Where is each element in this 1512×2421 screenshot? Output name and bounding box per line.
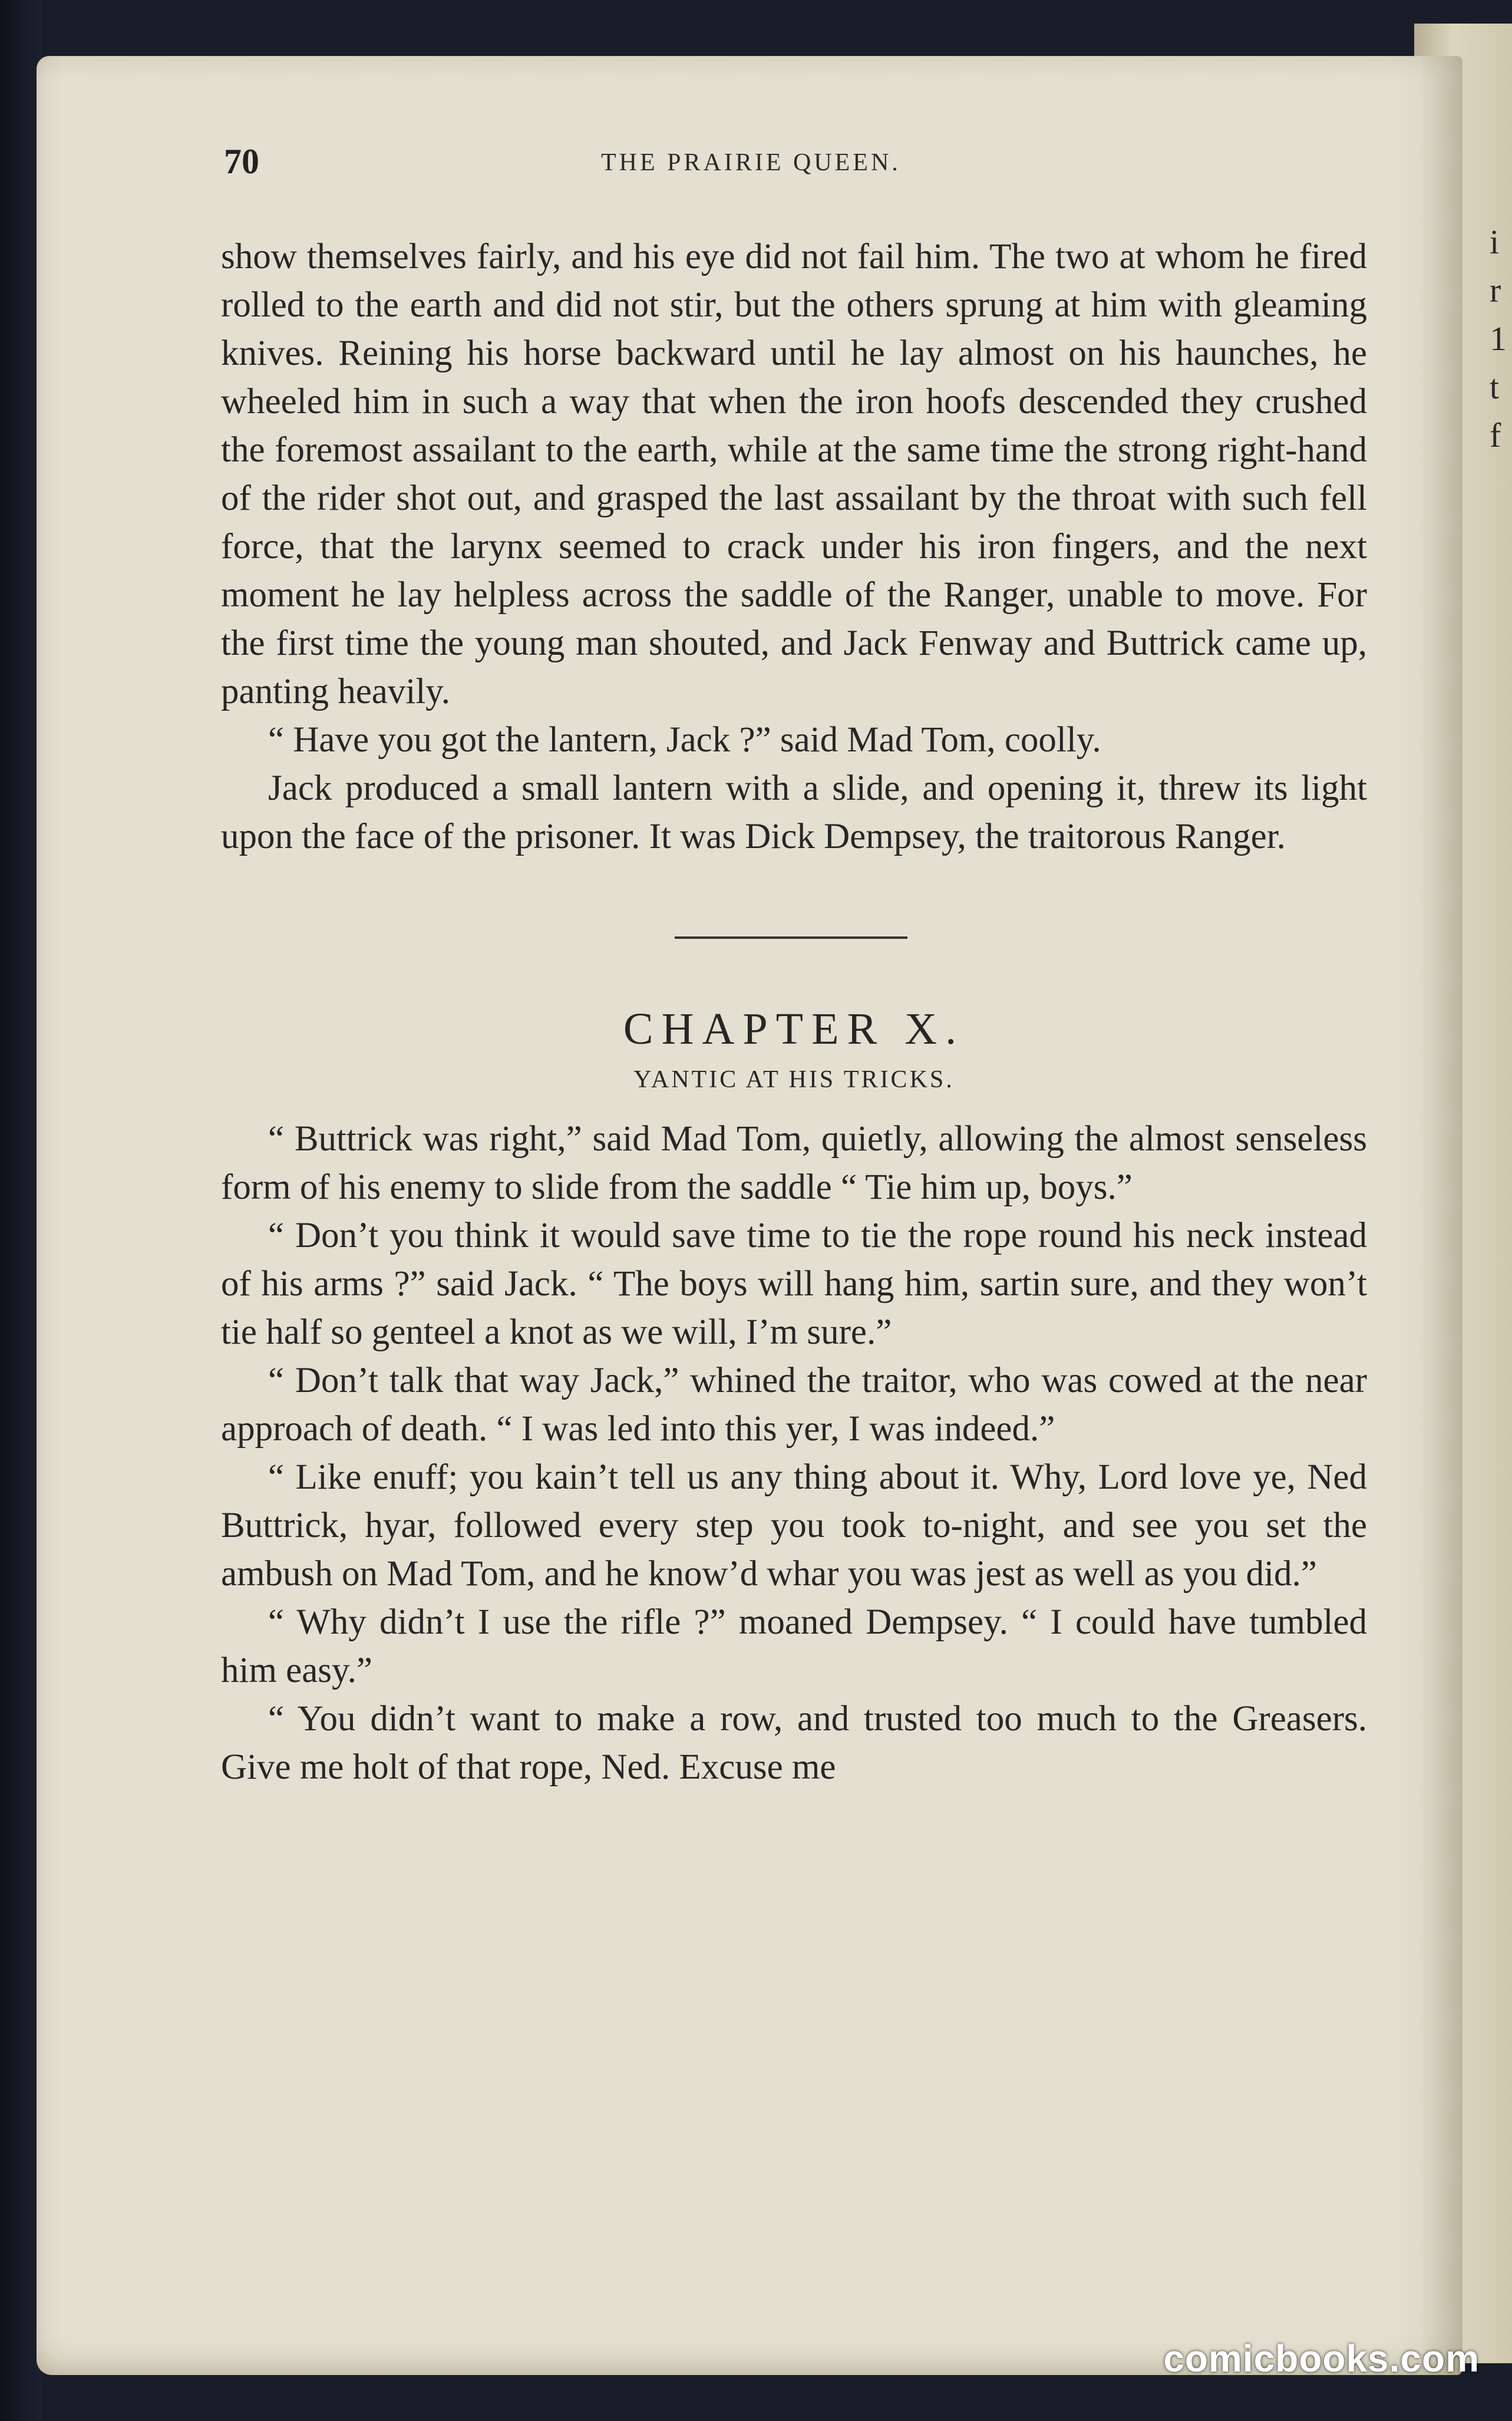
facing-page-text-fragment: i r 1 t f <box>1490 223 1507 454</box>
paragraph: “ Buttrick was right,” said Mad Tom, quietly, allowing the almost senseless form of his enemy to slide from the saddle “ Tie him up, boys.” <box>221 1119 1367 1207</box>
book-binding-shadow <box>0 0 41 2421</box>
paragraph: “ Have you got the lantern, Jack ?” said Mad Tom, coolly. <box>268 720 1101 760</box>
page-number: 70 <box>224 142 259 181</box>
paragraph: Jack produced a small lantern with a slide, and opening it, threw its light upon the face of the prisoner. It was Dick Dempsey, the traitorous Ranger. <box>221 768 1367 856</box>
paragraph: “ Don’t you think it would save time to tie the rope round his neck instead of his arms ?” said Jack. “ The boys will hang him, sartin sure, and they won’t tie half so genteel a knot as we will, I’m sure.” <box>221 1216 1367 1352</box>
section-divider <box>675 936 907 939</box>
paragraph: “ You didn’t want to make a row, and trusted too much to the Greasers. Give me holt of that rope, Ned. Excuse me <box>221 1699 1367 1787</box>
watermark: comicbooks.com <box>1163 2337 1480 2380</box>
paragraph: “ Why didn’t I use the rifle ?” moaned Dempsey. “ I could have tumbled him easy.” <box>221 1602 1367 1690</box>
chapter-heading: CHAPTER X. <box>623 1004 965 1054</box>
body-text <box>221 233 1367 1792</box>
paragraph: “ Like enuff; you kain’t tell us any thing about it. Why, Lord love ye, Ned Buttrick, hyar, followed every step you took to-night, and see you set the ambush on Mad Tom, and he know’d whar you was jest as well as you did.” <box>221 1457 1367 1594</box>
chapter-subtitle: YANTIC AT HIS TRICKS. <box>633 1066 955 1093</box>
running-title: THE PRAIRIE QUEEN. <box>601 149 901 176</box>
paragraph: “ Don’t talk that way Jack,” whined the traitor, who was cowed at the near approach of death. “ I was led into this yer, I was indeed.” <box>221 1361 1367 1449</box>
running-head <box>224 141 1402 189</box>
paragraph: show themselves fairly, and his eye did not fail him. The two at whom he fired rolled to the earth and did not stir, but the others sprung at him with gleaming knives. Reining his horse backward until he lay almost on his haunches, he wheeled him in such a way that when the iron hoofs descended they crushed the foremost assailant to the earth, while at the same time the strong right-hand of the rider shot out, and grasped the last assailant by the throat with such fell force, that the larynx seemed to crack under his iron fingers, and the next moment he lay helpless across the saddle of the Ranger, unable to move. For the first time the young man shouted, and Jack Fenway and Buttrick came up, panting heavily. <box>221 237 1367 711</box>
